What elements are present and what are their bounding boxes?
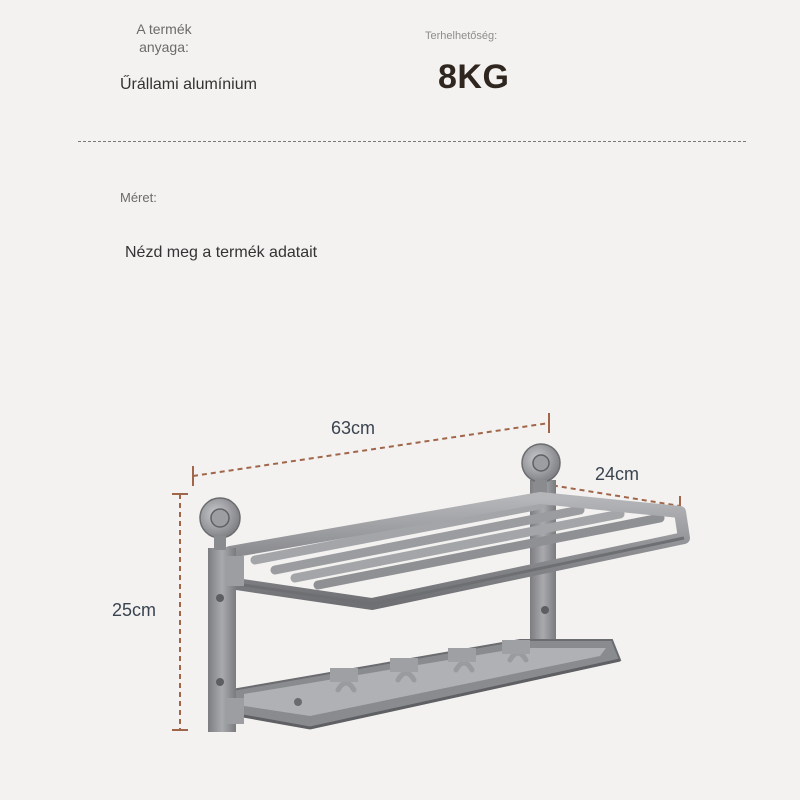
front-bracket xyxy=(208,548,244,732)
depth-dimension-label: 24cm xyxy=(595,464,640,484)
load-capacity-label: Terhelhetőség: xyxy=(425,30,498,42)
front-suction-cup xyxy=(200,498,240,550)
load-capacity-value: 8KG xyxy=(438,58,510,96)
material-label: A termék anyaga: xyxy=(136,21,192,55)
height-dimension-label: 25cm xyxy=(112,600,157,620)
size-value: Nézd meg a termék adatait xyxy=(125,244,318,261)
height-dimension-line xyxy=(172,494,188,730)
size-label: Méret: xyxy=(120,190,157,205)
material-value: Űrállami alumínium xyxy=(120,76,257,93)
bottom-shelf xyxy=(232,640,620,728)
width-dimension-label: 63cm xyxy=(331,418,376,438)
